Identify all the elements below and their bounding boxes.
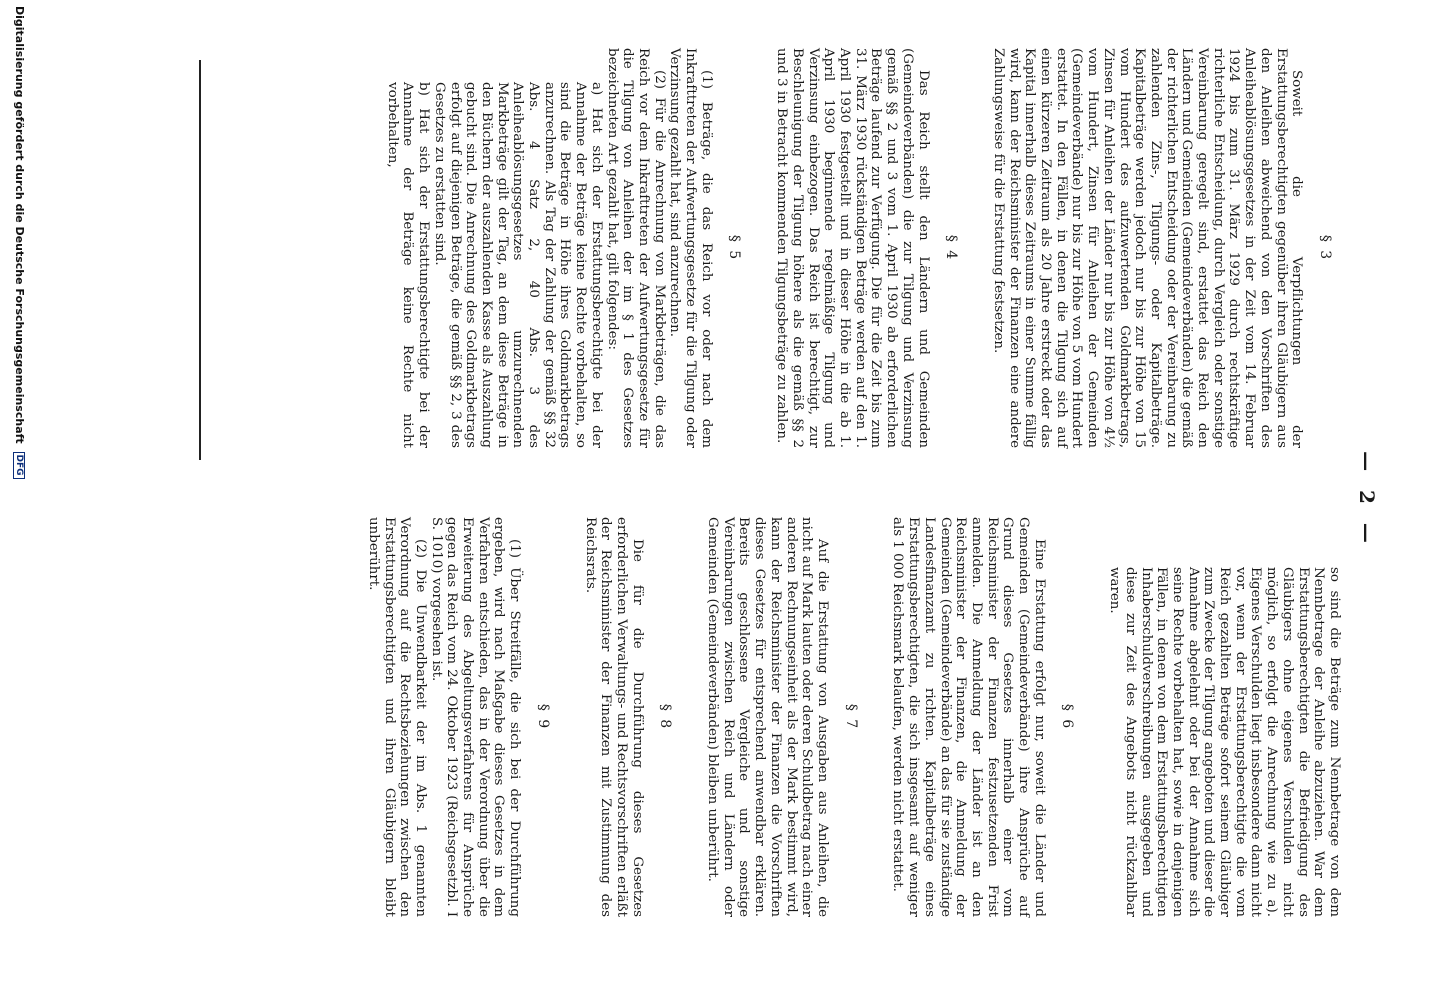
section-heading-3: § 3 bbox=[1317, 234, 1333, 262]
section-5-item-b: b) Hat sich der Erstattungsberechtigte bei der Annahme der Beträge keine Rechte nicht vorbehalten, bbox=[384, 82, 432, 448]
section-9-para-1: (1) Über Streitfälle, die sich bei der Durchführung ergeben, wird nach Maßgabe dieses Gesetzes in dem Verfahren entschieden, das in der Verordnung über die Erweiterung des Abgeltungsverfahrens für Ansprüche gegen das Reich vom 24. Oktober 1923 (Reichsgesetzbl. I S. 1010) vorgesehen ist. bbox=[428, 517, 523, 917]
section-5-item-b-continued: so sind die Beträge zum Nennbetrage von dem Nennbetrage der Anleihe abzuziehen. War dem Erstattungsberechtigten die Befriedigung des Gläubigers ohne eigenes Verschulden nicht möglich, so erfolgt die Anrechnung wie zu a). Eigenes Verschulden liegt insbesondere dann nicht vor, wenn der Erstattungsberechtigte die vom Reich gezahlten Beträge sofort seinem Gläubiger zum Zwecke der Tilgung angeboten und dieser die Annahme abgelehnt oder bei der Annahme sich seine Rechte vorbehalten hat, sowie in denjenigen Fällen, in denen von dem Erstattungsberechtigten Inhaberschuldverschreibungen ausgegeben und diese zur Zeit des Angebots nicht rückzahlbar waren. bbox=[1107, 567, 1342, 917]
left-column bbox=[384, 48, 1342, 448]
closing-rule bbox=[199, 60, 201, 460]
section-5-para-2: (2) Für die Anrechnung von Markbeträgen, die das Reich vor dem Inkrafttreten der Aufwertungsgesetze für die Tilgung von Anleihen der im § 1 des Gesetzes bezeichneten Art gezahlt hat, gilt folgendes: bbox=[604, 48, 667, 448]
section-8-text: Die für die Durchführung dieses Gesetzes erforderlichen Verwaltungs- und Rechtsvorschriften erläßt der Reichsminister der Finanzen mit Zustimmung des Reichsrats. bbox=[582, 517, 645, 917]
section-heading-7: § 7 bbox=[842, 703, 859, 731]
section-heading-5: § 5 bbox=[726, 234, 743, 262]
section-5-item-a: a) Hat sich der Erstattungsberechtigte bei der Annahme der Beträge keine Rechte vorbehalten, so sind die Beträge in Höhe ihres Goldmarkbetrags anzurechnen. Als Tag der Zahlung der gemäß §§ 32 Abs. 4 Satz 2, 40 Abs. 3 des Anleiheablösungsgesetzes umzurechnenden Markbeträge gilt der Tag, an dem diese Beträge in den Büchern der auszahlenden Kasse als Auszahlung gebucht sind. Die Anrechnung des Goldmarkbetrags erfolgt auf diejenigen Beträge, die gemäß §§ 2, 3 des Gesetzes zu erstatten sind. bbox=[431, 82, 604, 448]
section-heading-4: § 4 bbox=[943, 234, 960, 262]
section-6-text: Eine Erstattung erfolgt nur, soweit die Länder und Gemeinden (Gemeindeverbände) ihre Ansprüche auf Grund dieses Gesetzes innerhalb einer vom Reichsminister der Finanzen festzusetzenden Frist anmelden. Die Anmeldung der Länder ist an den Reichsminister der Finanzen, die Anmeldung der Gemeinden (Gemeindeverbände) an das für sie zuständige Landesfinanzamt zu richten. Kapitalbeträge eines Erstattungsberechtigten, die sich insgesamt auf weniger als 1 000 Reichsmark belaufen, werden nicht erstattet. bbox=[890, 517, 1047, 917]
section-heading-9: § 9 bbox=[534, 703, 551, 731]
digitization-credit bbox=[13, 6, 26, 479]
section-7-text: Auf die Erstattung von Ausgaben aus Anleihen, die nicht auf Mark lauten oder deren Schuldbetrag nach einer anderen Rechnungseinheit als der Mark bestimmt wird, kann der Reichsminister der Finanzen die Vorschriften dieses Gesetzes für entsprechend anwendbar erklären. Bereits geschlossene Vergleiche und sonstige Vereinbarungen zwischen Reich und Ländern oder Gemeinden (Gemeindeverbänden) bleiben unberührt. bbox=[705, 517, 831, 917]
page-number: — 2 — bbox=[1355, 451, 1379, 549]
section-4-text: Das Reich stellt den Ländern und Gemeinden (Gemeindeverbänden) die zur Tilgung und Verzinsung gemäß §§ 2 und 3 vom 1. April 1930 ab erforderlichen Beträge laufend zur Verfügung. Die für die Zeit bis zum 31. März 1930 rückständigen Beträge werden auf den 1. April 1930 festgestellt und in dieser Höhe in die ab 1. April 1930 beginnende regelmäßige Tilgung und Verzinsung einbezogen. Das Reich ist berechtigt, zur Beschleunigung der Tilgung höhere als die gemäß §§ 2 und 3 in Betracht kommenden Tilgungsbeträge zu zahlen. bbox=[774, 48, 931, 448]
dfg-logo: DFG bbox=[13, 452, 25, 479]
section-heading-6: § 6 bbox=[1059, 703, 1076, 731]
section-3-text: Soweit die Verpflichtungen der Erstattungsberechtigten gegenüber ihren Gläubigern aus den Anleihen abweichend von den Vorschriften des Anleiheablösungsgesetzes in der Zeit vom 14. Februar 1924 bis zum 31. März 1929 durch rechtskräftige richterliche Entscheidung, durch Vergleich oder sonstige Vereinbarung geregelt sind, erstattet das Reich den Ländern und Gemeinden (Gemeindeverbänden) die gemäß der richterlichen Entscheidung oder der Vereinbarung zu zahlenden Zins-, Tilgungs- oder Kapitalbeträge. Kapitalbeträge werden jedoch nur bis zur Höhe von 15 vom Hundert des aufzuwertenden Goldmarkbetrags, Zinsen für Anleihen der Länder nur bis zur Höhe von 4½ vom Hundert, Zinsen für Anleihen der Gemeinden (Gemeindeverbände) nur bis zur Höhe von 5 vom Hundert erstattet. In den Fällen, in denen die Tilgung sich auf einen kürzeren Zeitraum als 20 Jahre erstreckt oder das Kapital innerhalb dieses Zeitraums in einer Summe fällig wird, kann der Reichsminister der Finanzen eine andere Zahlungsweise für die Erstattung festsetzen. bbox=[990, 48, 1305, 448]
section-heading-8: § 8 bbox=[657, 703, 674, 731]
digitization-credit-text: Digitalisierung gefördert durch die Deutsche Forschungsgemeinschaft bbox=[13, 6, 26, 444]
section-5-para-1: (1) Beträge, die das Reich vor oder nach dem Inkrafttreten der Aufwertungsgesetze für die Tilgung oder Verzinsung gezahlt hat, sind anzurechnen. bbox=[667, 48, 714, 448]
right-column bbox=[365, 517, 1342, 917]
section-9-para-2: (2) Die Unwendbarkeit der im Abs. 1 genannten Verordnung auf die Rechtsbeziehungen zwischen den Erstattungsberechtigten und ihren Gläubigern bleibt unberührt. bbox=[365, 517, 428, 917]
